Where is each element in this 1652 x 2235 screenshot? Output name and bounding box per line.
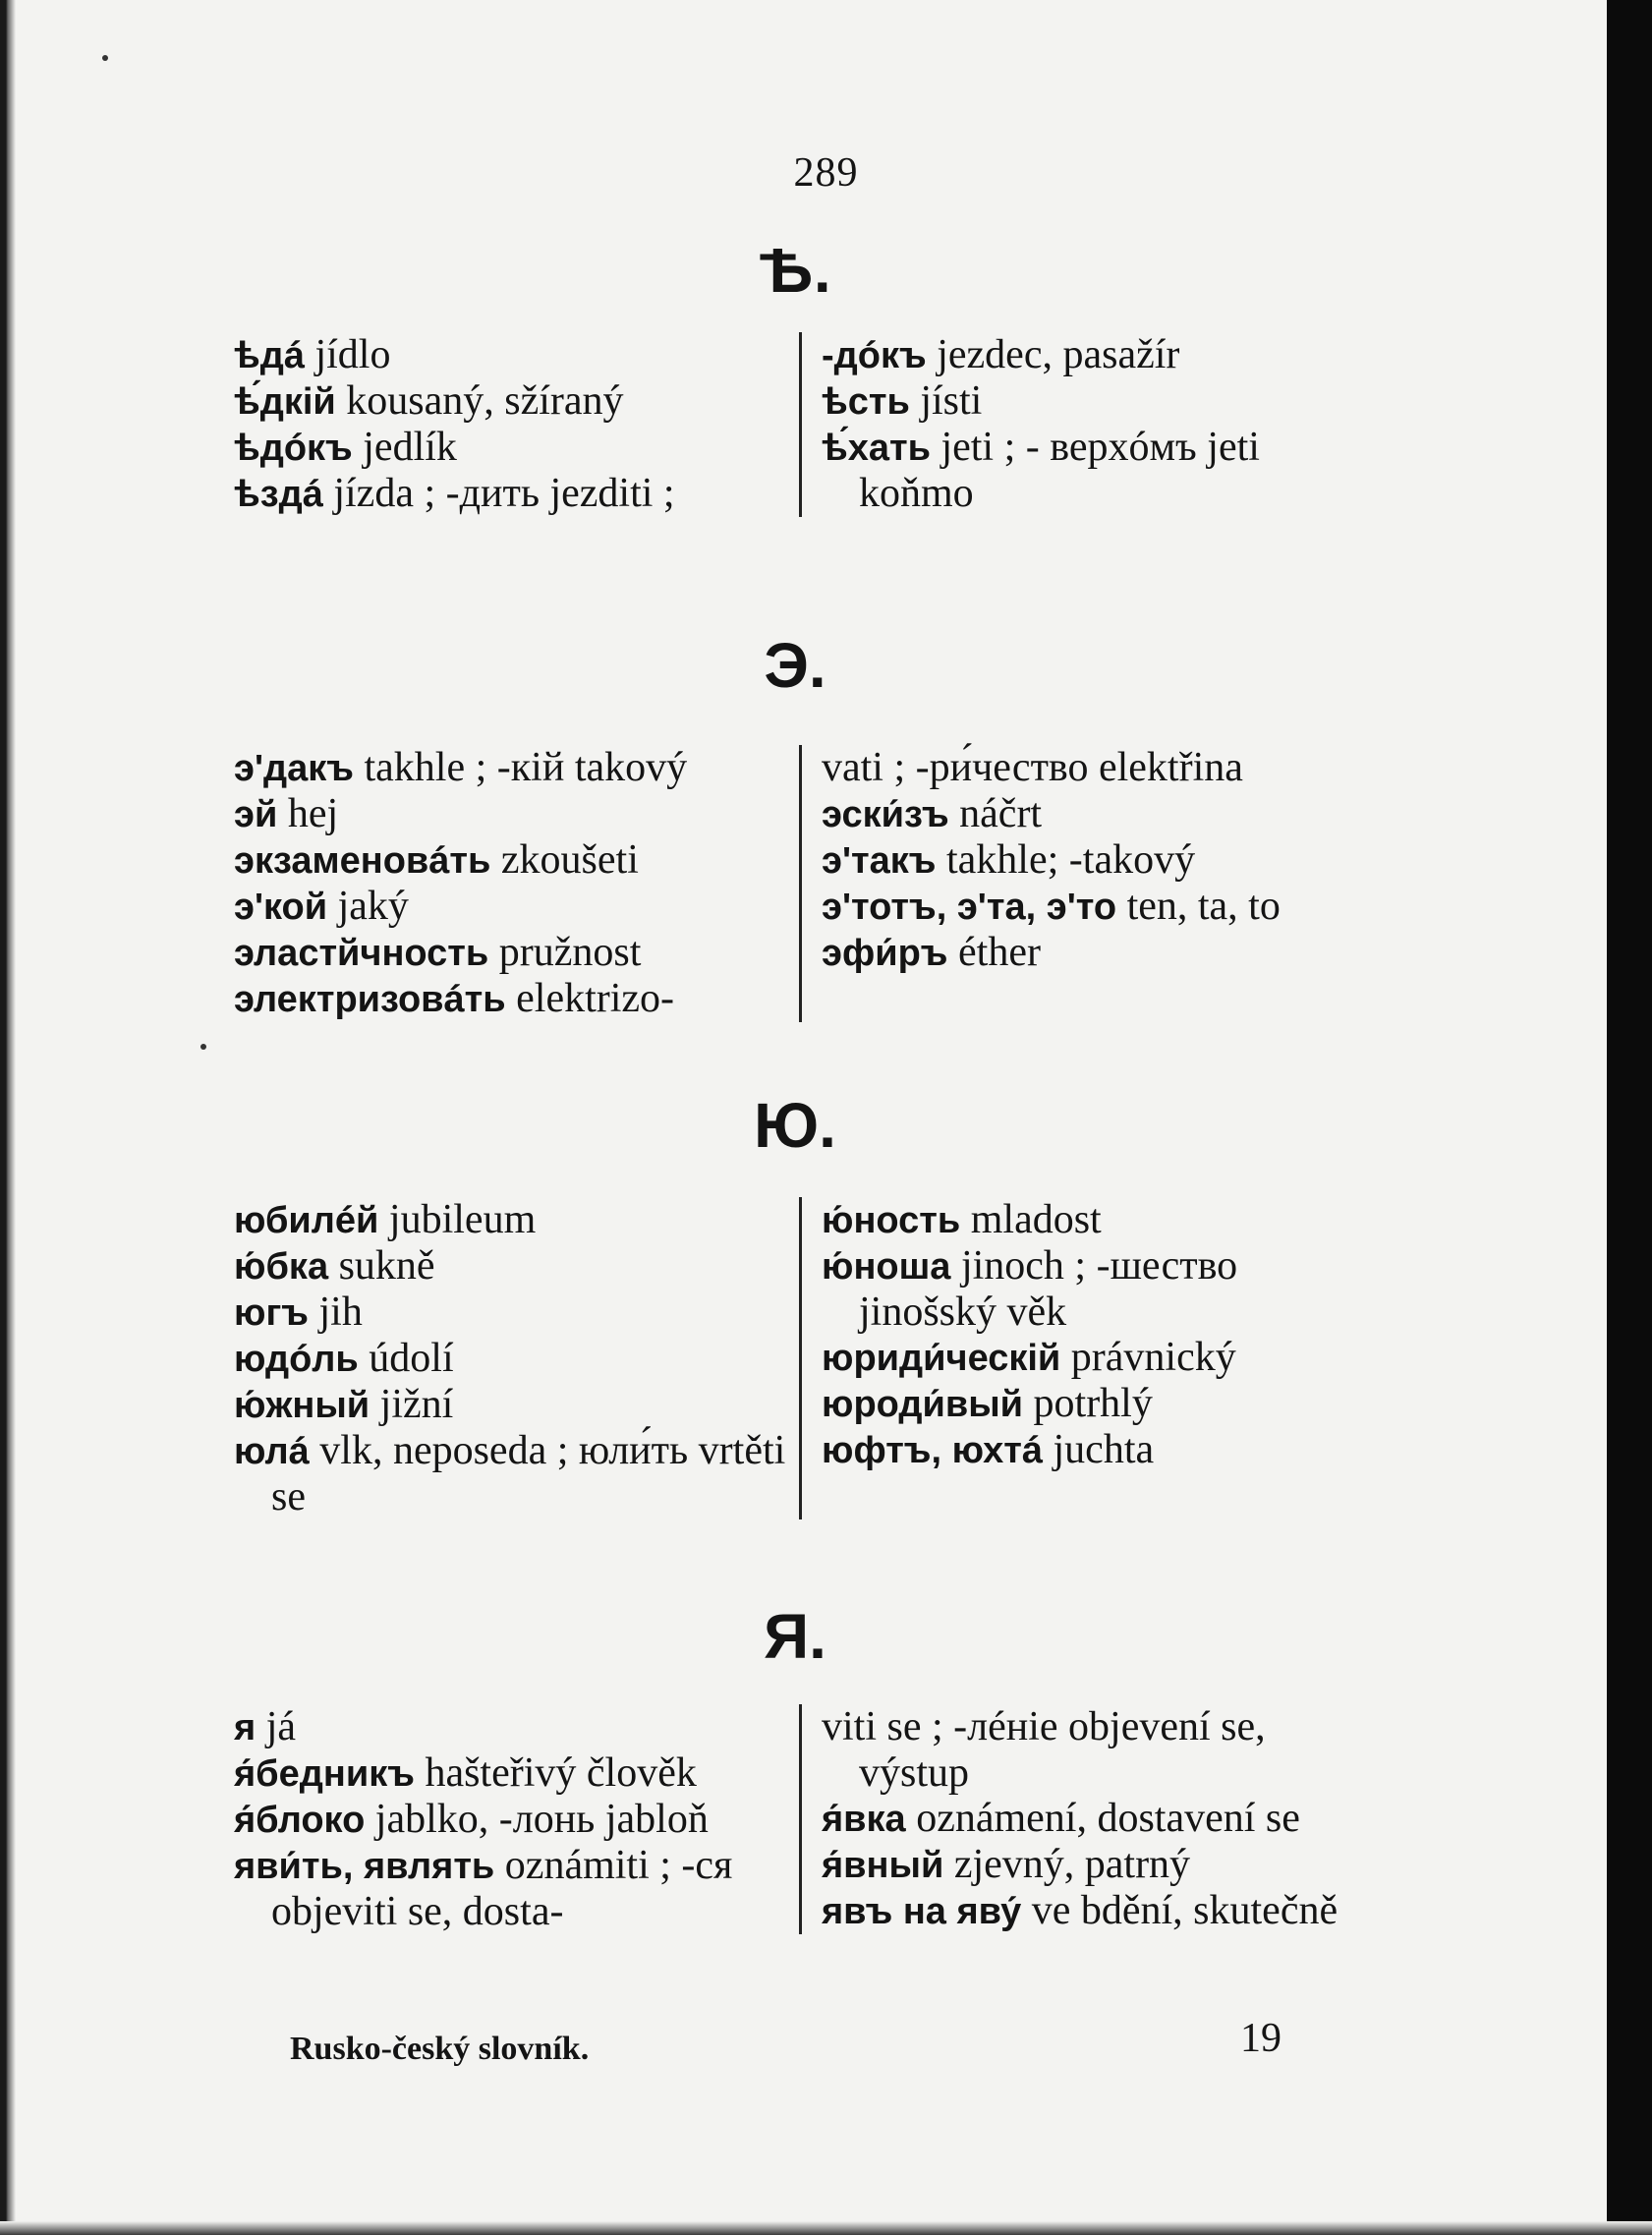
- dictionary-entry: [822, 745, 1364, 791]
- headword: ѣсть: [822, 381, 910, 423]
- dictionary-entry: [234, 1704, 789, 1750]
- dictionary-entry: [234, 1428, 789, 1519]
- translation: takhle ; -кій takový: [364, 745, 688, 790]
- column-left: [234, 332, 799, 517]
- headword: ю́ноша: [822, 1246, 951, 1288]
- translation: elektrizo-: [516, 976, 675, 1021]
- dictionary-entry: [822, 930, 1364, 976]
- translation: hašteřivý člověk: [425, 1750, 697, 1796]
- section-yat: [234, 332, 1374, 517]
- dictionary-entry: [822, 1427, 1364, 1473]
- translation: jízda ; -дить jezditi ;: [333, 471, 675, 516]
- column-right: [799, 1704, 1364, 1934]
- translation: ten, ta, to: [1126, 884, 1281, 929]
- translation: vlk, neposeda ; юли́ть vrtěti se: [271, 1428, 786, 1519]
- translation: viti se ; -лéніе objevení se, výstup: [822, 1704, 1266, 1796]
- dictionary-entry: [822, 791, 1364, 837]
- dictionary-entry: [234, 1336, 789, 1382]
- column-right: [799, 745, 1364, 1022]
- headword: э'дакъ: [234, 748, 354, 789]
- translation: jubileum: [388, 1197, 537, 1242]
- dictionary-entry: [234, 1382, 789, 1428]
- footer-title: Rusko-český slovník.: [290, 2031, 590, 2067]
- section-letter-yat: Ѣ.: [759, 235, 831, 306]
- headword: ю́бка: [234, 1246, 329, 1288]
- section-letter-yu: Ю.: [754, 1090, 836, 1161]
- translation: jísti: [920, 378, 983, 424]
- dictionary-entry: [822, 1335, 1364, 1381]
- headword: я́бедникъ: [234, 1753, 415, 1795]
- translation: éther: [958, 930, 1041, 975]
- translation: vati ; -ри́чество elektřina: [822, 745, 1243, 790]
- dictionary-entry: [822, 378, 1364, 425]
- translation: jídlo: [314, 332, 391, 377]
- dictionary-entry: [822, 1796, 1364, 1842]
- column-left: [234, 1704, 799, 1934]
- headword: эластйчность: [234, 933, 489, 974]
- headword: ю́ность: [822, 1200, 961, 1241]
- column-right: [799, 1197, 1364, 1519]
- dictionary-entry: [822, 1243, 1364, 1335]
- headword: эски́зъ: [822, 794, 949, 835]
- dictionary-entry: [234, 1797, 789, 1843]
- headword: юфтъ, юхтá: [822, 1430, 1044, 1471]
- headword: эй: [234, 794, 278, 835]
- translation: ve bdění, skutečně: [1031, 1888, 1339, 1933]
- translation: zjevný, patrný: [953, 1842, 1191, 1887]
- headword: ѣ́дкій: [234, 381, 336, 423]
- column-right: [799, 332, 1364, 517]
- translation: pružnost: [498, 930, 642, 975]
- headword: ѣдóкъ: [234, 428, 353, 469]
- translation: mladost: [970, 1197, 1102, 1242]
- dictionary-entry: [822, 425, 1364, 516]
- scan-speck: [102, 55, 108, 61]
- translation: kousaný, sžíraný: [346, 378, 624, 424]
- dictionary-entry: [234, 425, 789, 471]
- dictionary-entry: [234, 332, 789, 378]
- translation: jeti ; - верхóмъ jeti koňmo: [859, 425, 1260, 516]
- section-letter-ya: Я.: [764, 1601, 826, 1672]
- translation: hej: [287, 791, 339, 836]
- headword: ю́жный: [234, 1385, 370, 1426]
- translation: jižní: [379, 1382, 454, 1427]
- headword: юдóль: [234, 1339, 359, 1380]
- headword: э'кой: [234, 887, 328, 928]
- headword: -дóкъ: [822, 335, 927, 376]
- headword: э'тотъ, э'та, э'то: [822, 887, 1117, 928]
- scan-speck: [200, 1044, 206, 1050]
- translation: náčrt: [959, 791, 1043, 836]
- translation: jezdec, pasažír: [937, 332, 1180, 377]
- dictionary-entry: [822, 884, 1364, 930]
- translation: oznámiti ; -ся objeviti se, dosta-: [271, 1843, 733, 1934]
- headword: юлá: [234, 1431, 310, 1472]
- dictionary-entry: [234, 745, 789, 791]
- translation: potrhlý: [1033, 1381, 1153, 1426]
- footer-signature-number: 19: [1240, 2016, 1282, 2061]
- headword: ѣдá: [234, 335, 305, 376]
- translation: jablko, -лонь jabloň: [374, 1797, 709, 1842]
- dictionary-entry: [234, 976, 789, 1022]
- dictionary-entry: [234, 884, 789, 930]
- dictionary-entry: [234, 930, 789, 976]
- dictionary-entry: [234, 1843, 789, 1934]
- headword: я: [234, 1707, 256, 1748]
- dictionary-entry: [234, 378, 789, 425]
- headword: ѣ́хать: [822, 428, 931, 469]
- headword: юриди́ческій: [822, 1338, 1061, 1379]
- column-left: [234, 1197, 799, 1519]
- translation: já: [265, 1704, 296, 1749]
- dictionary-entry: [234, 1750, 789, 1797]
- headword: я́вный: [822, 1845, 944, 1886]
- headword: югъ: [234, 1292, 309, 1334]
- headword: э'такъ: [822, 840, 937, 882]
- dictionary-entry: [234, 1289, 789, 1336]
- dictionary-entry: [234, 837, 789, 884]
- translation: zkoušeti: [500, 837, 639, 883]
- column-left: [234, 745, 799, 1022]
- section-letter-e: Э.: [764, 630, 826, 701]
- dictionary-entry: [822, 1381, 1364, 1427]
- headword: юроди́вый: [822, 1384, 1024, 1425]
- dictionary-entry: [234, 471, 789, 517]
- scan-right-edge: [1607, 0, 1652, 2235]
- headword: ѣздá: [234, 474, 323, 515]
- translation: juchta: [1053, 1427, 1155, 1472]
- headword: электризовáть: [234, 979, 506, 1020]
- headword: эфи́ръ: [822, 933, 948, 974]
- section-yu: [234, 1197, 1374, 1519]
- dictionary-entry: [234, 1243, 789, 1289]
- translation: jedlík: [363, 425, 457, 470]
- dictionary-entry: [234, 1197, 789, 1243]
- headword: юбилéй: [234, 1200, 379, 1241]
- dictionary-entry: [822, 1888, 1364, 1934]
- dictionary-entry: [822, 1197, 1364, 1243]
- dictionary-entry: [234, 791, 789, 837]
- translation: sukně: [338, 1243, 435, 1289]
- headword: я́вка: [822, 1799, 906, 1840]
- page-number: 289: [793, 150, 859, 196]
- translation: právnický: [1070, 1335, 1236, 1380]
- headword: яви́ть, являть: [234, 1846, 495, 1887]
- headword: явъ на яву́: [822, 1891, 1022, 1932]
- dictionary-entry: [822, 837, 1364, 884]
- dictionary-entry: [822, 1704, 1364, 1796]
- translation: takhle; -takový: [946, 837, 1196, 883]
- translation: údolí: [369, 1336, 454, 1381]
- scan-bottom-edge: [0, 2221, 1652, 2235]
- translation: oznámení, dostavení se: [916, 1796, 1300, 1841]
- dictionary-entry: [822, 332, 1364, 378]
- dictionary-entry: [822, 1842, 1364, 1888]
- translation: jinoch ; -шество jinošský věk: [859, 1243, 1238, 1335]
- section-ya: [234, 1704, 1374, 1934]
- translation: jih: [318, 1289, 363, 1335]
- translation: jaký: [337, 884, 409, 929]
- headword: экзаменовáть: [234, 840, 491, 882]
- section-e: [234, 745, 1374, 1022]
- headword: я́блоко: [234, 1800, 366, 1841]
